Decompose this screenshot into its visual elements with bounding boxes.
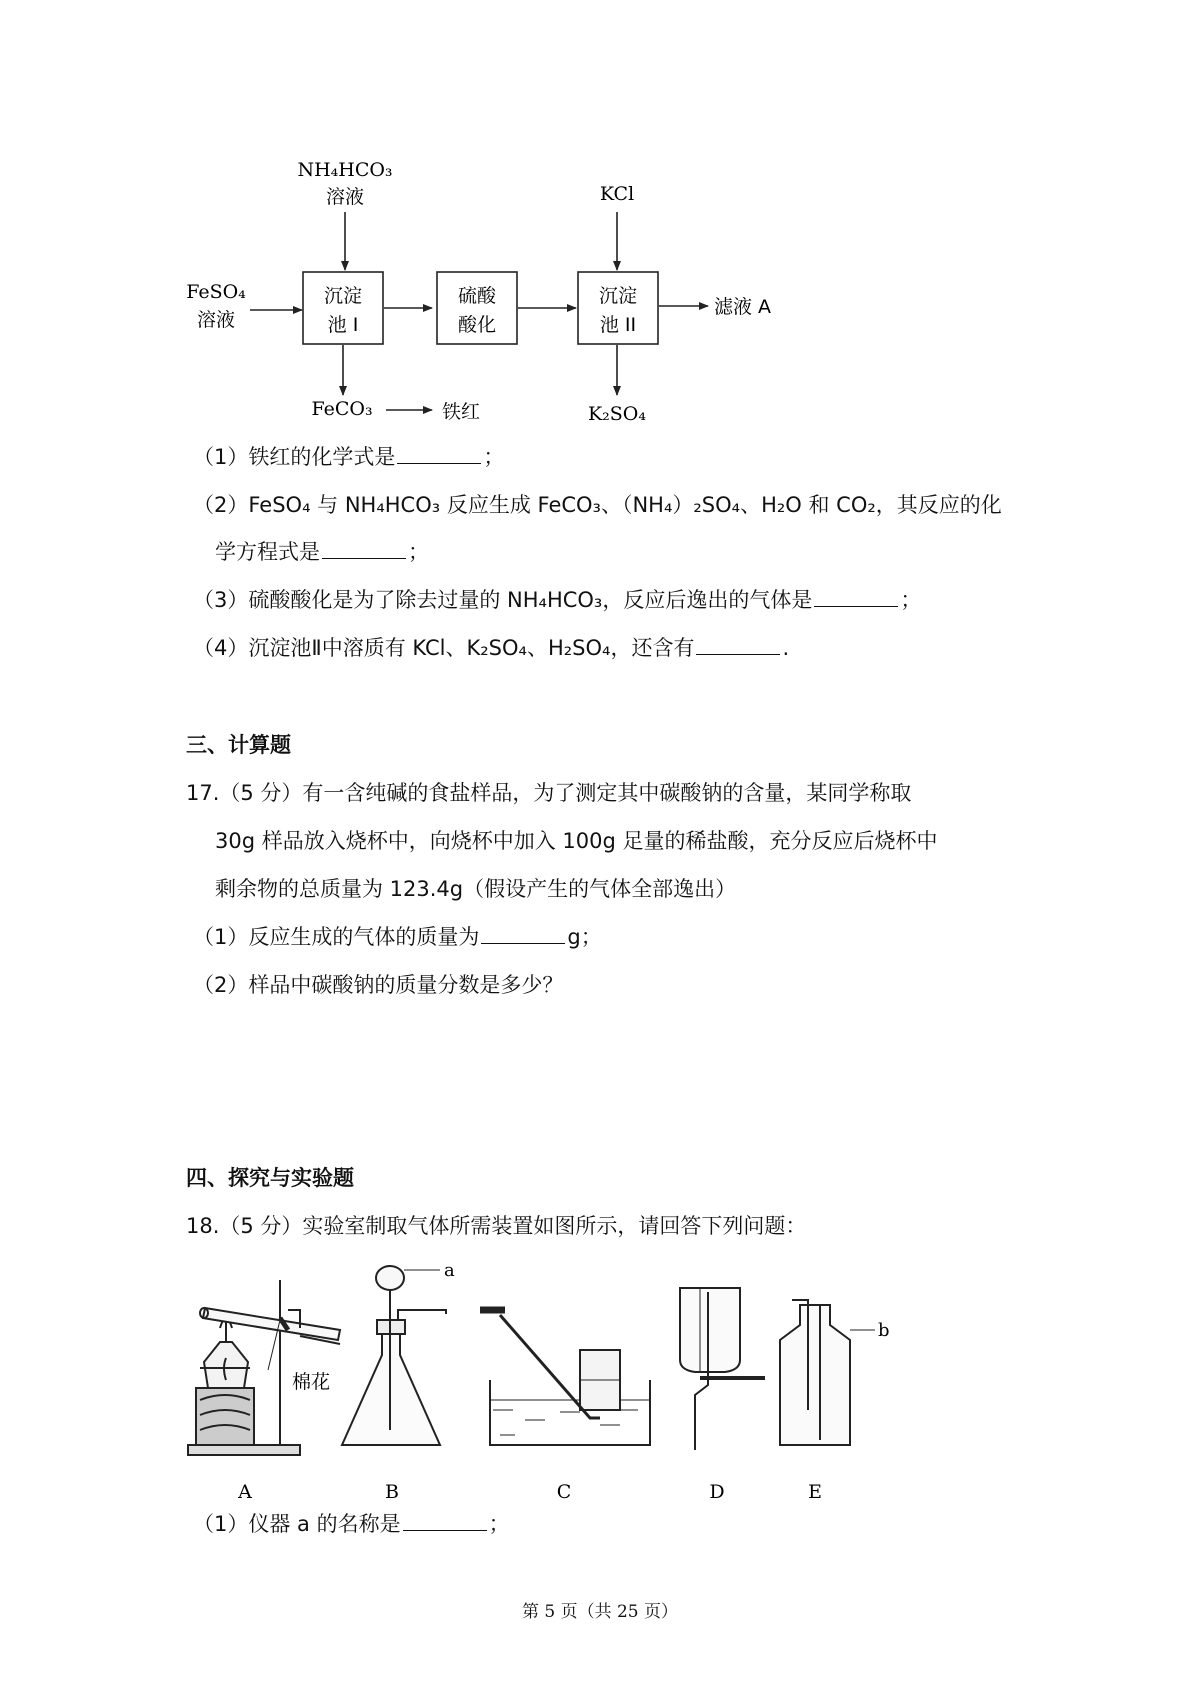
filtrate-a: 滤液 A bbox=[714, 296, 772, 318]
q17-part1-end: g； bbox=[567, 925, 602, 949]
q16-part2-line1: （2）FeSO₄ 与 NH₄HCO₃ 反应生成 FeCO₃、（NH₄）₂SO₄、H₂O 和 CO₂，其反应的化 bbox=[193, 493, 1002, 517]
q16-part4 bbox=[193, 636, 789, 661]
section-title-experiment: 四、探究与实验题 bbox=[186, 1166, 354, 1190]
q16-part1-text: （1）铁红的化学式是 bbox=[193, 445, 396, 469]
box2-label-2: 酸化 bbox=[457, 314, 497, 336]
q18-part1-text: （1）仪器 a 的名称是 bbox=[193, 1512, 401, 1536]
label-b: b bbox=[878, 1320, 890, 1341]
answer-blank[interactable] bbox=[814, 588, 898, 607]
box1-label-1: 沉淀 bbox=[323, 285, 363, 307]
apparatus-label-c: C bbox=[556, 1481, 572, 1503]
apparatus-a bbox=[188, 1280, 340, 1455]
apparatus-e bbox=[780, 1300, 875, 1445]
process-flowchart bbox=[0, 0, 1200, 440]
apparatus-label-b: B bbox=[385, 1481, 399, 1503]
q18-part1-end: ； bbox=[488, 1512, 510, 1536]
q17-line1: 17.（5 分）有一含纯碱的食盐样品，为了测定其中碳酸钠的含量，某同学称取 bbox=[186, 781, 912, 805]
q17-line2: 30g 样品放入烧杯中，向烧杯中加入 100g 足量的稀盐酸，充分反应后烧杯中 bbox=[215, 829, 938, 853]
q16-part4-text: （4）沉淀池Ⅱ中溶质有 KCl、K₂SO₄、H₂SO₄，还含有 bbox=[193, 636, 695, 660]
q17-part2: （2）样品中碳酸钠的质量分数是多少？ bbox=[193, 973, 564, 997]
q16-part2-end: ； bbox=[408, 540, 429, 564]
answer-blank[interactable] bbox=[397, 445, 481, 464]
label-a: a bbox=[444, 1260, 455, 1281]
apparatus-label-e: E bbox=[808, 1481, 822, 1503]
answer-blank[interactable] bbox=[696, 636, 780, 655]
reagent-nh4hco3: NH₄HCO₃ bbox=[297, 159, 393, 181]
q18-line1: 18.（5 分）实验室制取气体所需装置如图所示，请回答下列问题： bbox=[186, 1214, 807, 1238]
q16-part3-text: （3）硫酸酸化是为了除去过量的 NH₄HCO₃，反应后逸出的气体是 bbox=[193, 588, 813, 612]
q16-part2-text: 学方程式是 bbox=[215, 540, 320, 564]
q16-part1-end: ； bbox=[483, 445, 505, 469]
q17-part1-text: （1）反应生成的气体的质量为 bbox=[193, 925, 480, 949]
box2-label-1: 硫酸 bbox=[457, 285, 497, 307]
q16-part1 bbox=[193, 445, 504, 470]
answer-blank[interactable] bbox=[322, 540, 406, 559]
q18-part1 bbox=[193, 1512, 510, 1537]
q17-line3: 剩余物的总质量为 123.4g（假设产生的气体全部逸出） bbox=[215, 877, 737, 901]
reagent-feso4-solution: 溶液 bbox=[196, 309, 236, 331]
apparatus-c bbox=[480, 1310, 650, 1445]
box1-label-2: 池 I bbox=[327, 314, 359, 336]
answer-blank[interactable] bbox=[403, 1512, 487, 1531]
apparatus-label-d: D bbox=[709, 1481, 725, 1503]
q16-part3-end: ； bbox=[900, 588, 922, 612]
apparatus-d bbox=[680, 1288, 765, 1450]
q17-part1 bbox=[193, 925, 602, 950]
box3-label-1: 沉淀 bbox=[598, 285, 638, 307]
answer-blank[interactable] bbox=[481, 925, 565, 944]
product-iron-red: 铁红 bbox=[442, 401, 481, 423]
q16-part2-line2 bbox=[215, 540, 429, 565]
apparatus-figure bbox=[0, 1250, 1200, 1510]
section-title-calculation: 三、计算题 bbox=[186, 733, 291, 757]
product-k2so4: K₂SO₄ bbox=[587, 403, 647, 425]
apparatus-b bbox=[342, 1266, 446, 1445]
apparatus-label-a: A bbox=[238, 1481, 252, 1503]
product-feco3: FeCO₃ bbox=[311, 398, 373, 420]
q16-part3 bbox=[193, 588, 921, 613]
box3-label-2: 池 II bbox=[599, 314, 637, 336]
reagent-feso4: FeSO₄ bbox=[186, 281, 246, 303]
reagent-kcl: KCl bbox=[599, 183, 635, 205]
q16-part4-end: . bbox=[782, 636, 790, 660]
reagent-nh4hco3-solution: 溶液 bbox=[325, 186, 365, 208]
label-cotton: 棉花 bbox=[292, 1371, 331, 1393]
page-footer: 第 5 页（共 25 页） bbox=[521, 1602, 679, 1622]
